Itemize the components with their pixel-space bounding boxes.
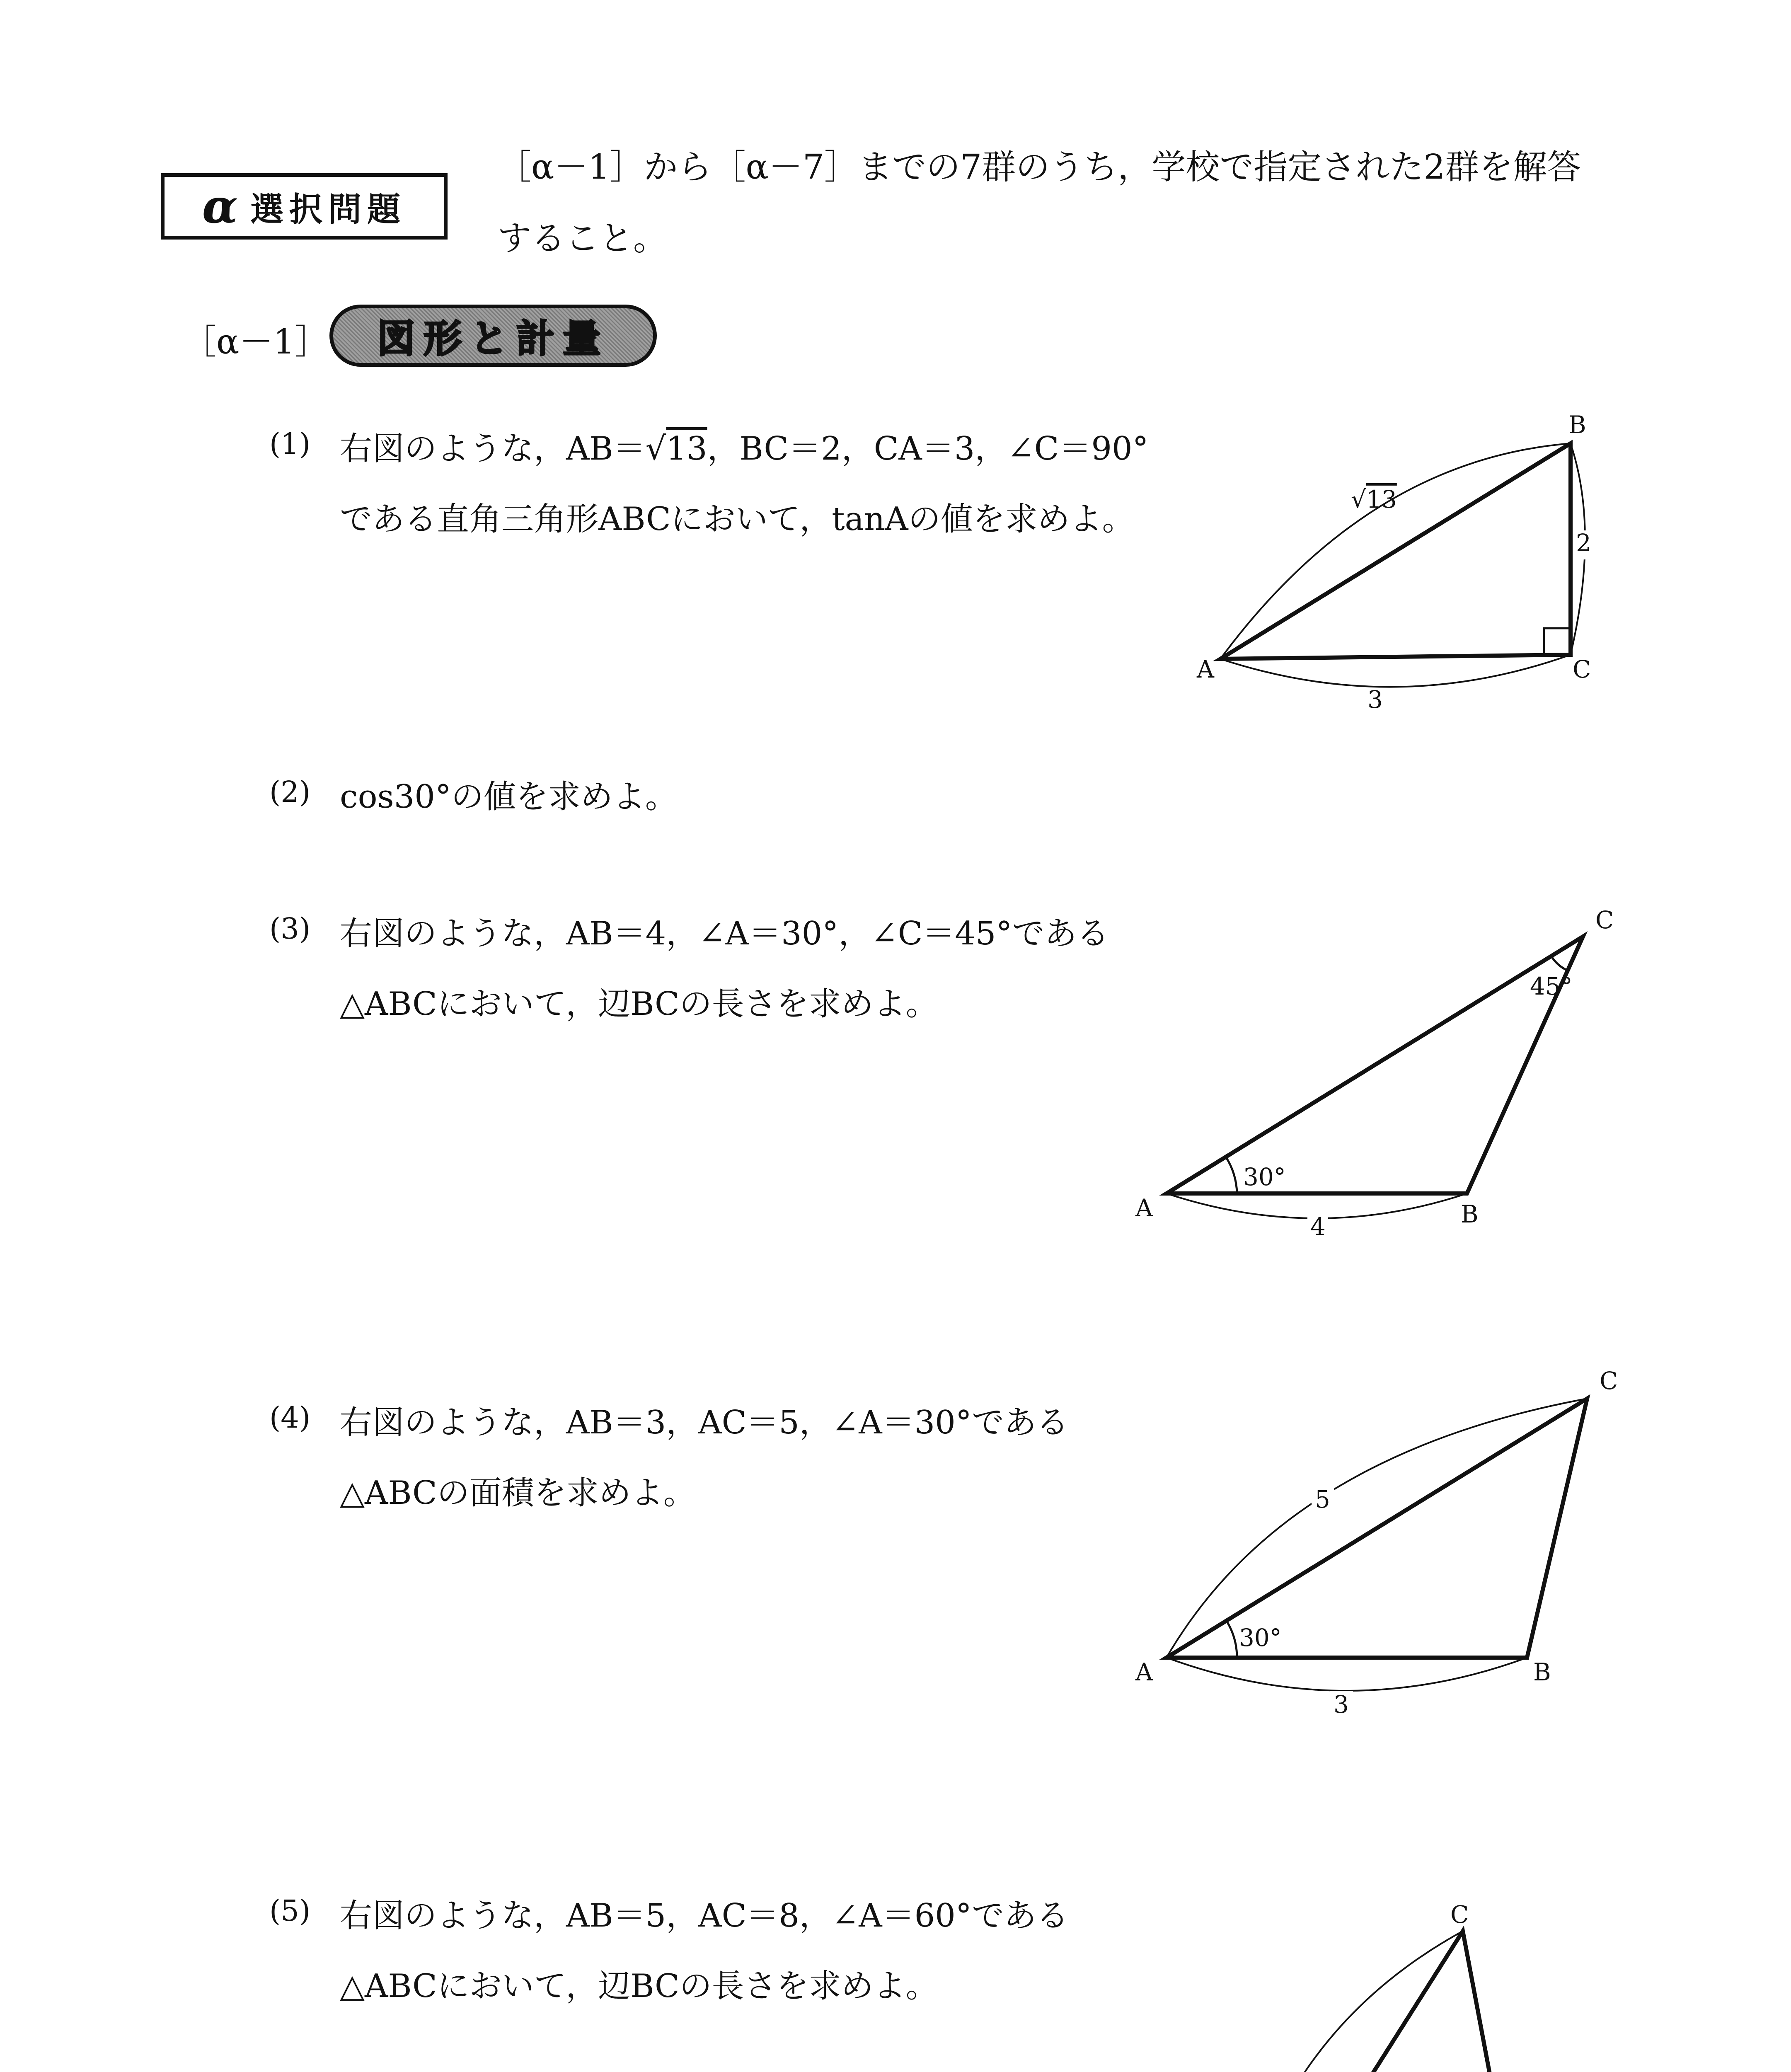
- vertex-b-label: B: [1533, 1658, 1551, 1686]
- q1-prefix: 右図のような，AB＝: [340, 430, 646, 467]
- vertex-c-label: C: [1595, 906, 1614, 934]
- question-3-line-1: 右図のような，AB＝4，∠A＝30°，∠C＝45°である: [340, 915, 1109, 952]
- question-1-line-2: である直角三角形ABCにおいて，tanAの値を求めよ。: [340, 501, 1135, 538]
- side-ab-label: 13: [1366, 485, 1397, 513]
- side-bc-label: 2: [1576, 529, 1591, 557]
- vertex-c-label: C: [1450, 1900, 1469, 1929]
- question-1-line-1: [340, 423, 1149, 469]
- section-title-pill: [329, 305, 657, 367]
- q1-sqrt-value: 13: [666, 430, 707, 467]
- side-ca-label: 3: [1367, 685, 1383, 714]
- question-4-number: (4): [269, 1401, 311, 1435]
- question-3-line-2: △ABCにおいて，辺BCの長さを求めよ。: [340, 985, 938, 1023]
- triangle-abc: [1167, 1399, 1587, 1658]
- vertex-b-label: B: [1461, 1200, 1479, 1228]
- vertex-a-label: A: [1197, 655, 1214, 683]
- vertex-c-label: C: [1573, 655, 1591, 683]
- side-ab-label: 3: [1334, 1690, 1349, 1719]
- vertex-c-label: C: [1600, 1367, 1618, 1395]
- vertex-b-label: B: [1568, 411, 1586, 439]
- alpha-symbol: α: [202, 179, 238, 234]
- triangle-abc: [1167, 937, 1583, 1193]
- question-1-number: (1): [269, 427, 311, 461]
- badge-label: 選択問題: [250, 190, 407, 229]
- question-4-line-2: △ABCの面積を求めよ。: [340, 1474, 696, 1512]
- question-2-number: (2): [269, 775, 311, 809]
- section-title: 図形と計量: [377, 317, 609, 361]
- question-2-line-1: cos30°の値を求めよ。: [340, 778, 678, 816]
- figure-1: [1181, 406, 1637, 721]
- q1-suffix: ，BC＝2，CA＝3，∠C＝90°: [707, 430, 1149, 467]
- angle-c-label: 45°: [1530, 972, 1573, 1000]
- question-4-line-1: 右図のような，AB＝3，AC＝5，∠A＝30°である: [340, 1404, 1069, 1441]
- angle-a-arc: [1225, 1156, 1237, 1193]
- instruction-line-2: すること。: [497, 219, 668, 258]
- question-5-number: (5): [269, 1894, 311, 1928]
- vertex-a-label: A: [1135, 1658, 1153, 1686]
- angle-a-label: 30°: [1239, 1624, 1282, 1652]
- triangle-abc: [1227, 1931, 1533, 2072]
- section-label: ［α－1］: [182, 322, 329, 362]
- vertex-a-label: A: [1135, 1194, 1153, 1222]
- question-5-line-1: 右図のような，AB＝5，AC＝8，∠A＝60°である: [340, 1897, 1069, 1934]
- question-5-line-2: △ABCにおいて，辺BCの長さを求めよ。: [340, 1968, 938, 2005]
- figure-4: [1119, 1351, 1637, 1745]
- side-ab-sqrt-symbol: √: [1351, 485, 1366, 513]
- triangle-abc: [1220, 443, 1571, 659]
- angle-a-arc: [1227, 1622, 1237, 1658]
- figure-5: [1181, 1890, 1616, 2072]
- angle-c-arc: [1551, 956, 1568, 971]
- figure-3: [1119, 895, 1637, 1268]
- arc-ab: [1167, 1658, 1527, 1691]
- sqrt-symbol: √: [645, 430, 666, 467]
- section-badge: [161, 173, 448, 240]
- angle-a-label: 30°: [1243, 1163, 1286, 1191]
- question-3-number: (3): [269, 912, 311, 946]
- instructions: [497, 132, 1666, 274]
- side-ab-label: 4: [1310, 1213, 1326, 1241]
- right-angle-mark: [1544, 628, 1571, 655]
- side-ac-label: 5: [1315, 1485, 1330, 1513]
- instruction-line-1: ［α－1］から［α－7］までの7群のうち，学校で指定された2群を解答: [497, 148, 1581, 187]
- arc-ac: [1227, 1931, 1463, 2072]
